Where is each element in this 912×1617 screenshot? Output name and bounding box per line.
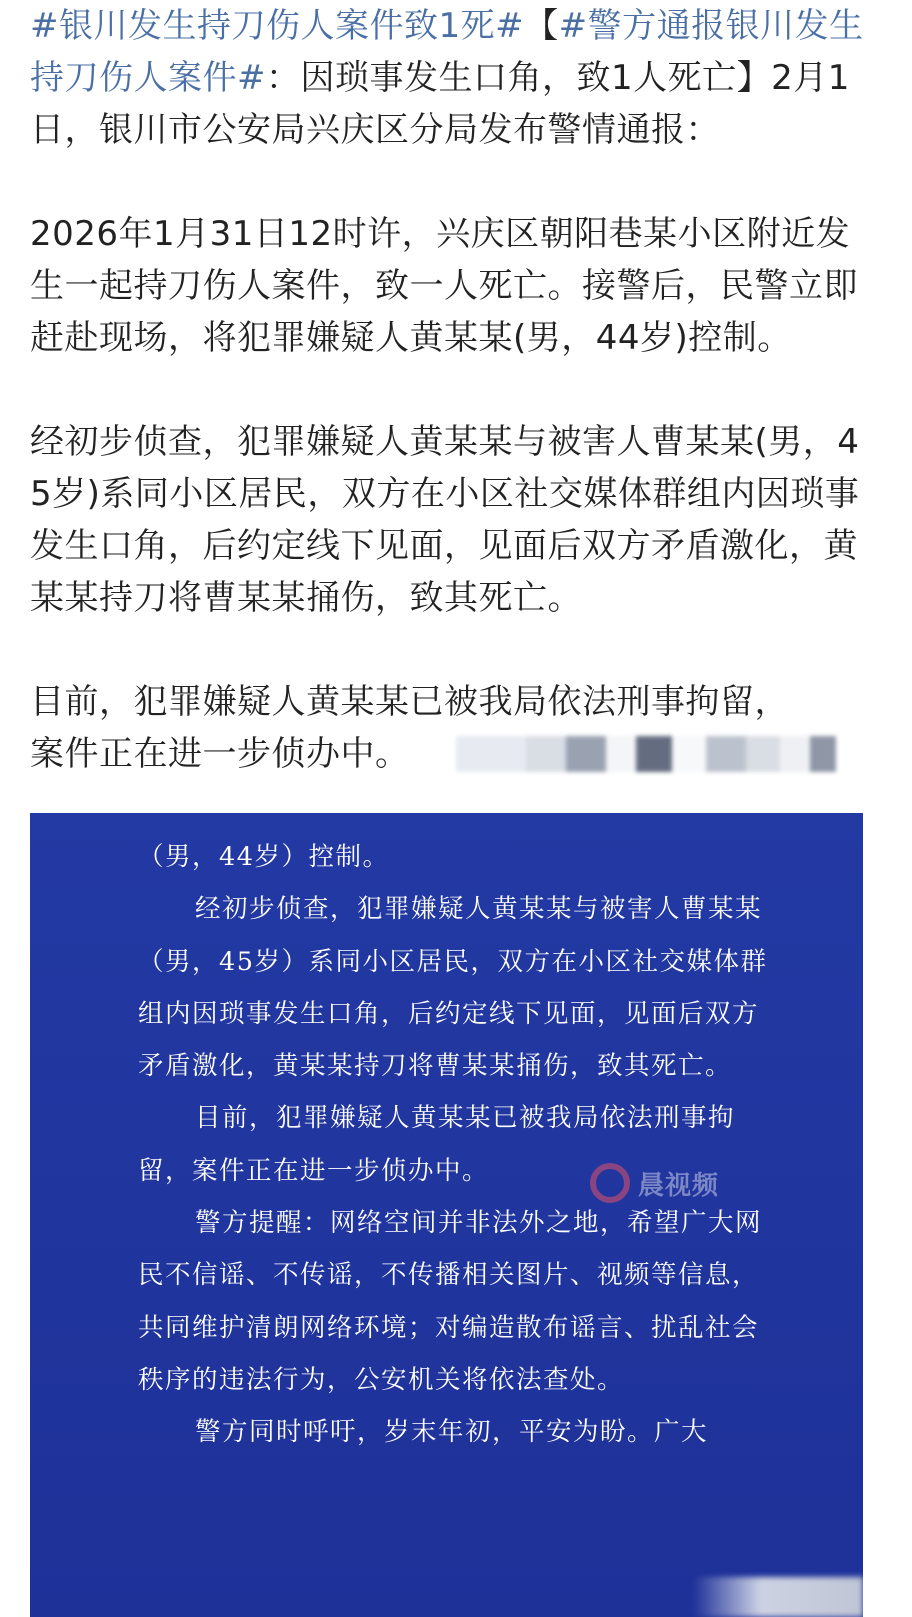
paragraph-current-line2: 案件正在进一步侦办中。 bbox=[30, 734, 410, 774]
watermark-logo-icon bbox=[590, 1163, 630, 1203]
hashtag-link[interactable]: #银川发生持刀伤人案件致1死# bbox=[30, 6, 525, 46]
notice-paragraph: 目前，犯罪嫌疑人黄某某已被我局依法刑事拘留，案件正在进一步侦办中。 bbox=[138, 1103, 736, 1186]
paragraph-investigation: 经初步侦查，犯罪嫌疑人黄某某与被害人曹某某(男，45岁)系同小区居民，双方在小区社交媒体群组内因琐事发生口角，后约定线下见面，见面后双方矛盾激化，黄某某持刀将曹某某捅伤，致其死亡。 bbox=[30, 422, 860, 618]
police-notice-image[interactable] bbox=[30, 813, 863, 1617]
watermark bbox=[590, 1163, 719, 1203]
notice-text bbox=[138, 831, 778, 1459]
post-body bbox=[30, 0, 875, 780]
watermark-text: 晨视频 bbox=[638, 1170, 720, 1201]
notice-paragraph: 警方提醒：网络空间并非法外之地，希望广大网民不信谣、不传谣，不传播相关图片、视频等信息，共同维护清朗网络环境；对编造散布谣言、扰乱社会秩序的违法行为，公安机关将依法查处。 bbox=[138, 1208, 763, 1395]
post-headline bbox=[30, 0, 875, 156]
headline-text: ：因琐事发生口角，致1人死亡】2月1日，银川市公安局兴庆区分局发布警情通报： bbox=[30, 58, 850, 150]
notice-paragraph: 警方同时呼吁，岁末年初，平安为盼。广大 bbox=[195, 1417, 709, 1448]
notice-paragraph: 经初步侦查，犯罪嫌疑人黄某某与被害人曹某某（男，45岁）系同小区居民，双方在小区社交媒体群组内因琐事发生口角，后约定线下见面，见面后双方矛盾激化，黄某某持刀将曹某某捅伤，致其死亡。 bbox=[138, 894, 768, 1082]
blurred-link-strip[interactable] bbox=[456, 734, 836, 774]
paragraph-current-line1: 目前，犯罪嫌疑人黄某某已被我局依法刑事拘留， bbox=[30, 682, 789, 722]
paragraph-incident: 2026年1月31日12时许，兴庆区朝阳巷某小区附近发生一起持刀伤人案件，致一人死亡。接警后，民警立即赶赴现场，将犯罪嫌疑人黄某某(男，44岁)控制。 bbox=[30, 214, 858, 358]
notice-line: （男，44岁）控制。 bbox=[138, 842, 390, 872]
bracket-open: 【 bbox=[524, 6, 559, 46]
paragraph-current-line2-row bbox=[30, 728, 875, 780]
blurred-corner-overlay bbox=[693, 1577, 863, 1617]
hashtag-link[interactable]: #警方通报银川发生持刀伤人案件# bbox=[30, 6, 864, 98]
